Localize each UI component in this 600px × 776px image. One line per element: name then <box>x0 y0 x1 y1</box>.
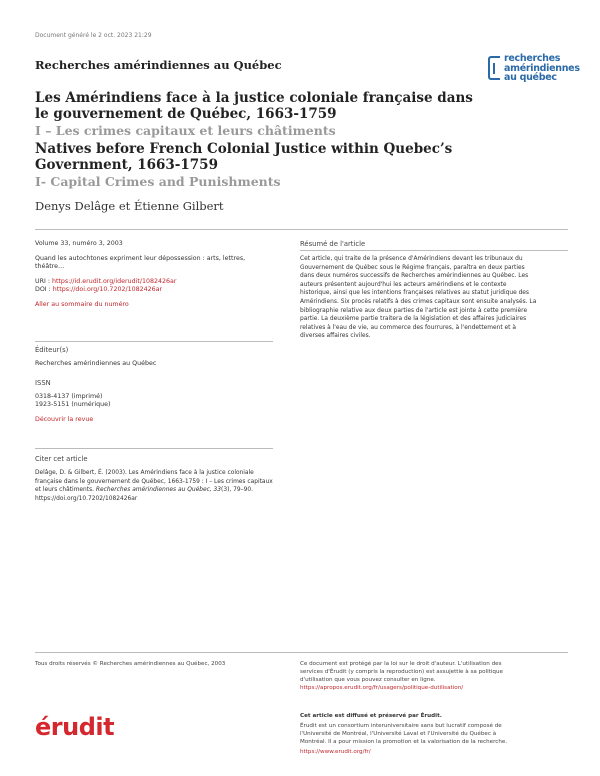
article-title-fr: Les Amérindiens face à la justice coloniale française dans le gouvernement de Québec, 1663-1759 <box>35 90 473 122</box>
publisher-section <box>35 346 273 424</box>
issue-theme: Quand les autochtones expriment leur dépossession : arts, lettres, théâtre… <box>35 254 246 271</box>
rights-text: Tous droits réservés © Recherches amérindiennes au Québec, 2003 <box>35 661 226 667</box>
article-subtitle-fr: I – Les crimes capitaux et leurs châtiments <box>35 123 336 138</box>
citation-section <box>35 455 273 503</box>
citation-text: Delâge, D. & Gilbert, É. (2003). Les Amérindiens face à la justice coloniale française dans le gouvernement de Québec, 1663-1759 : I – Les crimes capitaux et leurs châtiments. Recherches amérindiennes au Québec, 33(3), 79–90. https://doi.org/10.7202/1082426ar <box>35 470 273 502</box>
erudit-logo[interactable]: érudit <box>35 713 115 741</box>
abstract-section <box>300 240 568 341</box>
publisher-heading: Éditeur(s) <box>35 346 69 354</box>
copyright-notice: Ce document est protégé par la loi sur le droit d'auteur. L'utilisation des services d'Érudit (y compris la reproduction) est assujettie à sa politique d'utilisation que vous pouvez consulter en ligne. https://apropos.erudit.org/fr/usagers/politique-dutilisation/ <box>300 660 568 692</box>
issn-digital: 1923-5151 (numérique) <box>35 401 111 409</box>
uri-line: URI : https://id.erudit.org/iderudit/1082426ar <box>35 277 177 285</box>
article-subtitle-en: I- Capital Crimes and Punishments <box>35 174 281 189</box>
issn-print: 0318-4137 (imprimé) <box>35 392 103 400</box>
summary-link[interactable]: Aller au sommaire du numéro <box>35 300 129 308</box>
footer-divider <box>35 652 568 653</box>
abstract-heading: Résumé de l'article <box>300 240 366 248</box>
journal-name: Recherches amérindiennes au Québec <box>35 58 282 72</box>
authors: Denys Delâge et Étienne Gilbert <box>35 199 224 213</box>
abstract-text: Cet article, qui traite de la présence d'Amérindiens devant les tribunaux du Gouvernement de Québec sous le Régime français, paraîtra en deux parties dans deux numéros successifs de Recherches amérindiennes au Québec. Les auteurs présentent aujourd'hui les acteurs amérindiens et le contexte historique, ainsi que les intentions françaises relatives au statut juridique des Amérindiens. Six procès relatifs à des crimes capitaux sont ensuite analysés. La bibliographie relative aux deux parties de l'article est jointe à cette première partie. La deuxième partie traitera de la législation et des affaires judiciaires relatives à l'eau de vie, au commerce des fourrures, à l'endettement et à diverses affaires civiles. <box>300 256 537 340</box>
divider <box>35 448 273 449</box>
issue-number: Volume 33, numéro 3, 2003 <box>35 240 123 247</box>
policy-link[interactable]: https://apropos.erudit.org/fr/usagers/politique-dutilisation/ <box>300 685 464 691</box>
erudit-info: Cet article est diffusé et préservé par Érudit. Érudit est un consortium interuniversitaire sans but lucratif composé de l'Université de Montréal, l'Université Laval et l'Université du Québec à Montréal. Il a pour mission la promotion et la valorisation de la recherche. https://www.erudit.org/fr/ <box>300 712 568 756</box>
doi-line: DOI : https://doi.org/10.7202/1082426ar <box>35 286 163 294</box>
journal-logo-text: recherches amérindiennes au québec <box>504 53 580 83</box>
erudit-link[interactable]: https://www.erudit.org/fr/ <box>300 749 371 755</box>
journal-logo-icon <box>488 56 500 80</box>
discover-link[interactable]: Découvrir la revue <box>35 415 94 423</box>
divider <box>35 341 273 342</box>
issn-heading: ISSN <box>35 378 51 387</box>
publisher-name: Recherches amérindiennes au Québec <box>35 360 157 367</box>
uri-link[interactable]: https://id.erudit.org/iderudit/1082426ar <box>51 277 177 285</box>
doi-link[interactable]: https://doi.org/10.7202/1082426ar <box>52 286 163 294</box>
article-title-en: Natives before French Colonial Justice within Quebec’s Government, 1663-1759 <box>35 141 453 173</box>
generated-date: Document généré le 2 oct. 2023 21:29 <box>35 32 152 39</box>
divider <box>300 250 568 251</box>
header-divider <box>35 229 568 230</box>
issue-info <box>35 240 273 310</box>
journal-logo[interactable] <box>488 54 578 84</box>
cite-heading: Citer cet article <box>35 455 88 463</box>
